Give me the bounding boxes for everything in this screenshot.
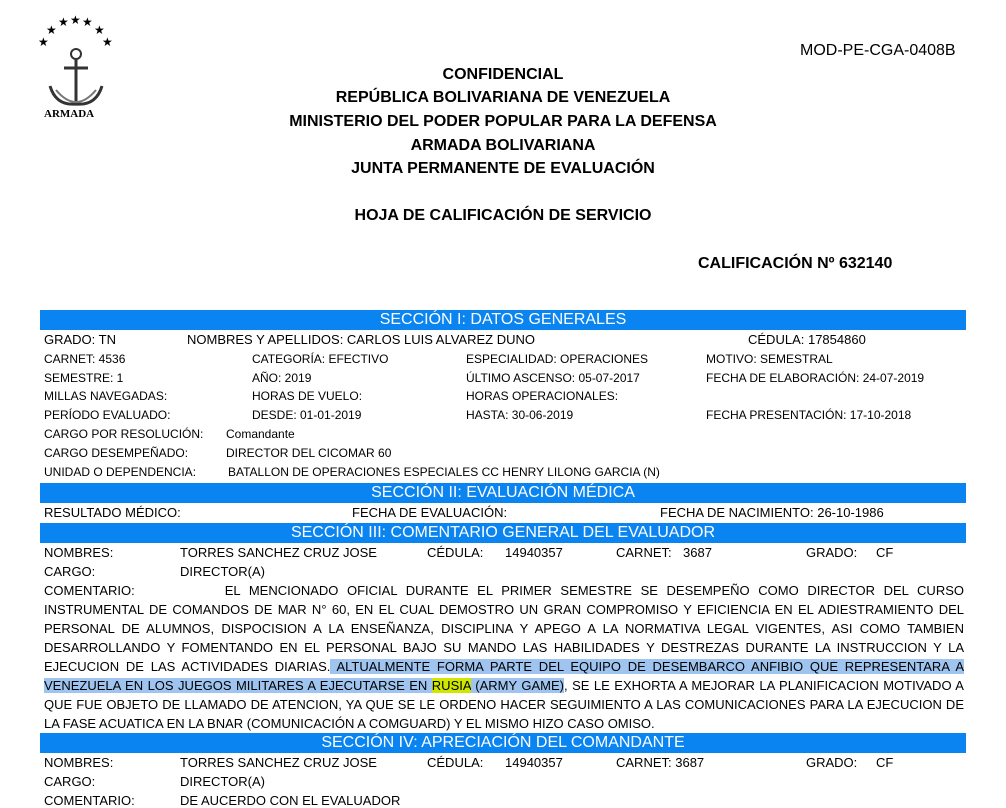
evaluador-grado-label: GRADO: — [806, 545, 858, 560]
cargo-desempenado-label: CARGO DESEMPEÑADO: — [44, 446, 189, 460]
svg-text:★: ★ — [70, 14, 81, 27]
millas-navegadas: MILLAS NAVEGADAS: — [44, 389, 168, 403]
categoria: CATEGORÍA: EFECTIVO — [252, 352, 389, 366]
section-2-header: SECCIÓN II: EVALUACIÓN MÉDICA — [40, 483, 966, 503]
svg-text:★: ★ — [102, 35, 113, 49]
evaluador-comentario-label: COMENTARIO: — [44, 583, 135, 598]
comandante-cargo: DIRECTOR(A) — [180, 774, 265, 789]
evaluador-nombres-label: NOMBRES: — [44, 545, 114, 560]
evaluador-cargo: DIRECTOR(A) — [180, 564, 265, 579]
comandante-comentario-label: COMENTARIO: — [44, 793, 135, 808]
header-line-1: CONFIDENCIAL — [442, 66, 564, 83]
header-line-5: JUNTA PERMANENTE DE EVALUACIÓN — [351, 160, 655, 177]
unidad-label: UNIDAD O DEPENDENCIA: — [44, 465, 197, 479]
document-title: HOJA DE CALIFICACIÓN DE SERVICIO — [354, 207, 652, 224]
section-3-header: SECCIÓN III: COMENTARIO GENERAL DEL EVALUADOR — [40, 523, 966, 543]
header-line-4: ARMADA BOLIVARIANA — [410, 137, 596, 154]
evaluador-cedula: 14940357 — [505, 545, 563, 560]
fecha-nacimiento: FECHA DE NACIMIENTO: 26-10-1986 — [660, 505, 884, 520]
unidad: BATALLON DE OPERACIONES ESPECIALES CC HENRY LILONG GARCIA (N) — [228, 465, 660, 479]
comandante-grado: CF — [876, 755, 894, 770]
ultimo-ascenso: ÚLTIMO ASCENSO: 05-07-2017 — [466, 371, 640, 385]
comandante-comentario: DE AUCERDO CON EL EVALUADOR — [180, 793, 401, 808]
fecha-presentacion: FECHA PRESENTACIÓN: 17-10-2018 — [706, 408, 912, 422]
evaluador-cedula-label: CÉDULA: — [427, 545, 484, 560]
section-4-header: SECCIÓN IV: APRECIACIÓN DEL COMANDANTE — [40, 733, 966, 753]
evaluador-cargo-label: CARGO: — [44, 564, 96, 579]
evaluador-carnet: 3687 — [683, 545, 712, 560]
calificacion-number: CALIFICACIÓN Nº 632140 — [698, 255, 893, 272]
comentario-text-2: , SE LE EXHORTA A MEJORAR LA PLANIFICACION MOTIVADO A QUE FUE OBJETO DE LLAMADO DE ATENCION, YA QUE SE LE ORDENO HACER SEGUIMIENTO A LAS COMUNICACIONES PARA LA EJECUCION DE LA FASE ACUATICA EN LA BNAR (COMUNICACIÓN A COMGUARD) Y EL MISMO HIZO CASO OMISO. — [44, 678, 964, 731]
carnet: CARNET: 4536 — [44, 352, 126, 366]
resultado-medico: RESULTADO MÉDICO: — [44, 505, 181, 520]
nombres-apellidos: NOMBRES Y APELLIDOS: CARLOS LUIS ALVAREZ DUNO — [187, 332, 535, 347]
section-1-header: SECCIÓN I: DATOS GENERALES — [40, 310, 966, 330]
svg-text:★: ★ — [82, 15, 93, 29]
comandante-cargo-label: CARGO: — [44, 774, 96, 789]
anio: AÑO: 2019 — [252, 371, 312, 385]
header-line-3: MINISTERIO DEL PODER POPULAR PARA LA DEFENSA — [289, 113, 717, 130]
cargo-resolucion: Comandante — [226, 427, 295, 441]
semestre: SEMESTRE: 1 — [44, 371, 124, 385]
logo-label: ARMADA — [44, 108, 95, 120]
comentario-text-1: EL MENCIONADO OFICIAL DURANTE EL PRIMER SEMESTRE SE DESEMPEÑO COMO DIRECTOR DEL CURSO INSTRUMENTAL DE COMANDOS DE MAR N° 60, EN EL CUAL DEMOSTRO UN GRAN COMPROMISO Y EFICIENCIA EN EL ADIESTRAMIENTO DEL PERSONAL DE ALUMNOS, DISPOCISION A LA ENSEÑANZA, DISCIPLINA Y APEGO A LA NORMATIVA LEGAL VIGENTES, ASI COMO TAMBIEN DESARROLLANDO Y FOMENTANDO EN EL PERSONAL BAJO SU MANDO LAS HABILIDADES Y DESTREZAS DURANTE LA INSTRUCCION Y LA EJECUCION DE LAS ACTIVIDADES DIARIAS. — [44, 583, 964, 674]
comandante-carnet: CARNET: 3687 — [616, 755, 705, 770]
comandante-grado-label: GRADO: — [806, 755, 858, 770]
cargo-resolucion-label: CARGO POR RESOLUCIÓN: — [44, 427, 204, 441]
periodo-hasta: HASTA: 30-06-2019 — [466, 408, 574, 422]
svg-text:★: ★ — [46, 23, 57, 37]
comentario-highlight-c: (ARMY GAME) — [470, 678, 565, 693]
periodo-evaluado: PERÍODO EVALUADO: — [44, 408, 171, 422]
motivo: MOTIVO: SEMESTRAL — [706, 352, 833, 366]
evaluador-grado: CF — [876, 545, 894, 560]
evaluador-comentario — [44, 581, 964, 733]
cargo-desempenado: DIRECTOR DEL CICOMAR 60 — [226, 446, 392, 460]
comentario-highlight-rusia: RUSIA — [431, 678, 471, 693]
cedula: CÉDULA: 17854860 — [748, 332, 866, 347]
svg-text:★: ★ — [94, 23, 105, 37]
fecha-evaluacion: FECHA DE EVALUACIÓN: — [352, 505, 508, 520]
comentario-highlight-a: ALTUALMENTE FORMA PARTE DEL EQUIPO DE DESEMBARCO ANFIBIO QUE REPRESENTARA A VENEZUELA EN LOS JUEGOS MILITARES A EJECUTARSE EN — [44, 659, 964, 693]
svg-text:★: ★ — [58, 15, 69, 29]
svg-text:★: ★ — [38, 35, 49, 49]
document-code: MOD-PE-CGA-0408B — [800, 42, 956, 59]
evaluador-carnet-label: CARNET: — [616, 545, 672, 560]
comandante-nombres: TORRES SANCHEZ CRUZ JOSE — [180, 755, 377, 770]
comandante-cedula-label: CÉDULA: — [427, 755, 484, 770]
header-line-2: REPÚBLICA BOLIVARIANA DE VENEZUELA — [335, 89, 671, 106]
periodo-desde: DESDE: 01-01-2019 — [252, 408, 362, 422]
evaluador-nombres: TORRES SANCHEZ CRUZ JOSE — [180, 545, 377, 560]
comandante-nombres-label: NOMBRES: — [44, 755, 114, 770]
comandante-cedula: 14940357 — [505, 755, 563, 770]
fecha-elaboracion: FECHA DE ELABORACIÓN: 24-07-2019 — [706, 371, 925, 385]
horas-operacionales: HORAS OPERACIONALES: — [466, 389, 619, 403]
especialidad: ESPECIALIDAD: OPERACIONES — [466, 352, 649, 366]
grado: GRADO: TN — [44, 332, 116, 347]
horas-vuelo: HORAS DE VUELO: — [252, 389, 363, 403]
